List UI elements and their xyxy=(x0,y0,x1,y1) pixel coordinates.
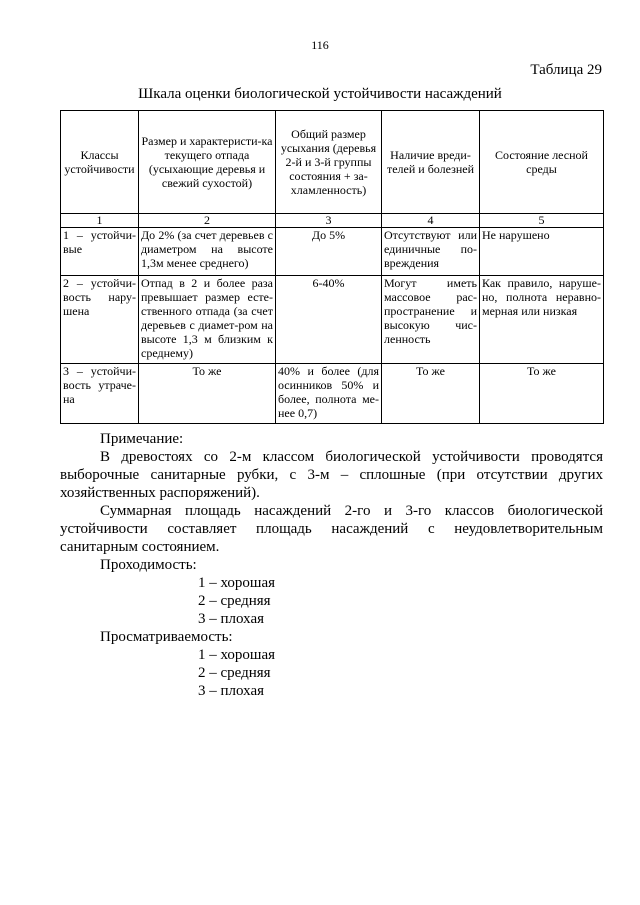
passability-level: 2 – средняя xyxy=(198,593,271,609)
table-cell: До 5% xyxy=(276,228,382,276)
visibility-label: Просматриваемость: xyxy=(100,629,233,645)
table-cell: 2 – устойчи-вость нару-шена xyxy=(61,276,139,364)
table-cell: Как правило, наруше-но, полнота неравно-мерная или низкая xyxy=(480,276,604,364)
table-title: Шкала оценки биологической устойчивости насаждений xyxy=(138,86,502,102)
table-cell: 40% и более (для осинников 50% и более, полнота ме-нее 0,7) xyxy=(276,364,382,424)
page-number: 116 xyxy=(311,38,329,52)
column-numbers-row xyxy=(61,214,604,228)
visibility-level: 1 – хорошая xyxy=(198,647,276,663)
header-pests-diseases: Наличие вреди-телей и болезней xyxy=(382,111,480,214)
table-cell: До 2% (за счет деревьев с диаметром на высоте 1,3м менее среднего) xyxy=(139,228,276,276)
table-cell: То же xyxy=(480,364,604,424)
table-cell: Отпад в 2 и более раза превышает размер есте-ственного отпада (за счет деревьев с диамет-ром на высоте 1,3 м близким к среднему) xyxy=(139,276,276,364)
table-header-row xyxy=(61,111,604,214)
note-paragraph: Суммарная площадь насаждений 2-го и 3-го классов биологической устойчивости составляет площадь насаждений с неудовлетворительным санитарным состоянием. xyxy=(60,503,603,555)
column-number: 2 xyxy=(139,214,276,228)
note-heading: Примечание: xyxy=(100,431,184,447)
column-number: 4 xyxy=(382,214,480,228)
header-current-dieoff: Размер и характеристи-ка текущего отпада (усыхающие деревья и свежий сухостой) xyxy=(139,111,276,214)
note-paragraph: В древостоях со 2-м классом биологической устойчивости проводятся выборочные санитарные рубки, с 3-м – сплошные (при отсутствии других хозяйственных распоряжений). xyxy=(60,449,603,501)
table-cell: 6-40% xyxy=(276,276,382,364)
notes-section xyxy=(60,430,603,700)
table-cell: Могут иметь массовое рас-пространение и высокую чис-ленность xyxy=(382,276,480,364)
column-number: 1 xyxy=(61,214,139,228)
passability-level: 3 – плохая xyxy=(198,611,264,627)
table-cell: Не нарушено xyxy=(480,228,604,276)
table-cell: 3 – устойчи-вость утраче-на xyxy=(61,364,139,424)
passability-label: Проходимость: xyxy=(100,557,197,573)
header-total-drying: Общий размер усыхания (деревья 2-й и 3-й группы состояния + за-хламленность) xyxy=(276,111,382,214)
table-number: Таблица 29 xyxy=(530,62,602,78)
header-classes: Классы устойчивости xyxy=(61,111,139,214)
table-cell: То же xyxy=(382,364,480,424)
table-row xyxy=(61,364,604,424)
column-number: 3 xyxy=(276,214,382,228)
stability-table xyxy=(60,110,604,424)
table-row xyxy=(61,228,604,276)
column-number: 5 xyxy=(480,214,604,228)
table-cell: 1 – устойчи-вые xyxy=(61,228,139,276)
table-cell: То же xyxy=(139,364,276,424)
header-forest-environment: Состояние лесной среды xyxy=(480,111,604,214)
visibility-level: 2 – средняя xyxy=(198,665,271,681)
visibility-level: 3 – плохая xyxy=(198,683,264,699)
table-cell: Отсутствуют или единичные по-вреждения xyxy=(382,228,480,276)
table-row xyxy=(61,276,604,364)
passability-level: 1 – хорошая xyxy=(198,575,276,591)
